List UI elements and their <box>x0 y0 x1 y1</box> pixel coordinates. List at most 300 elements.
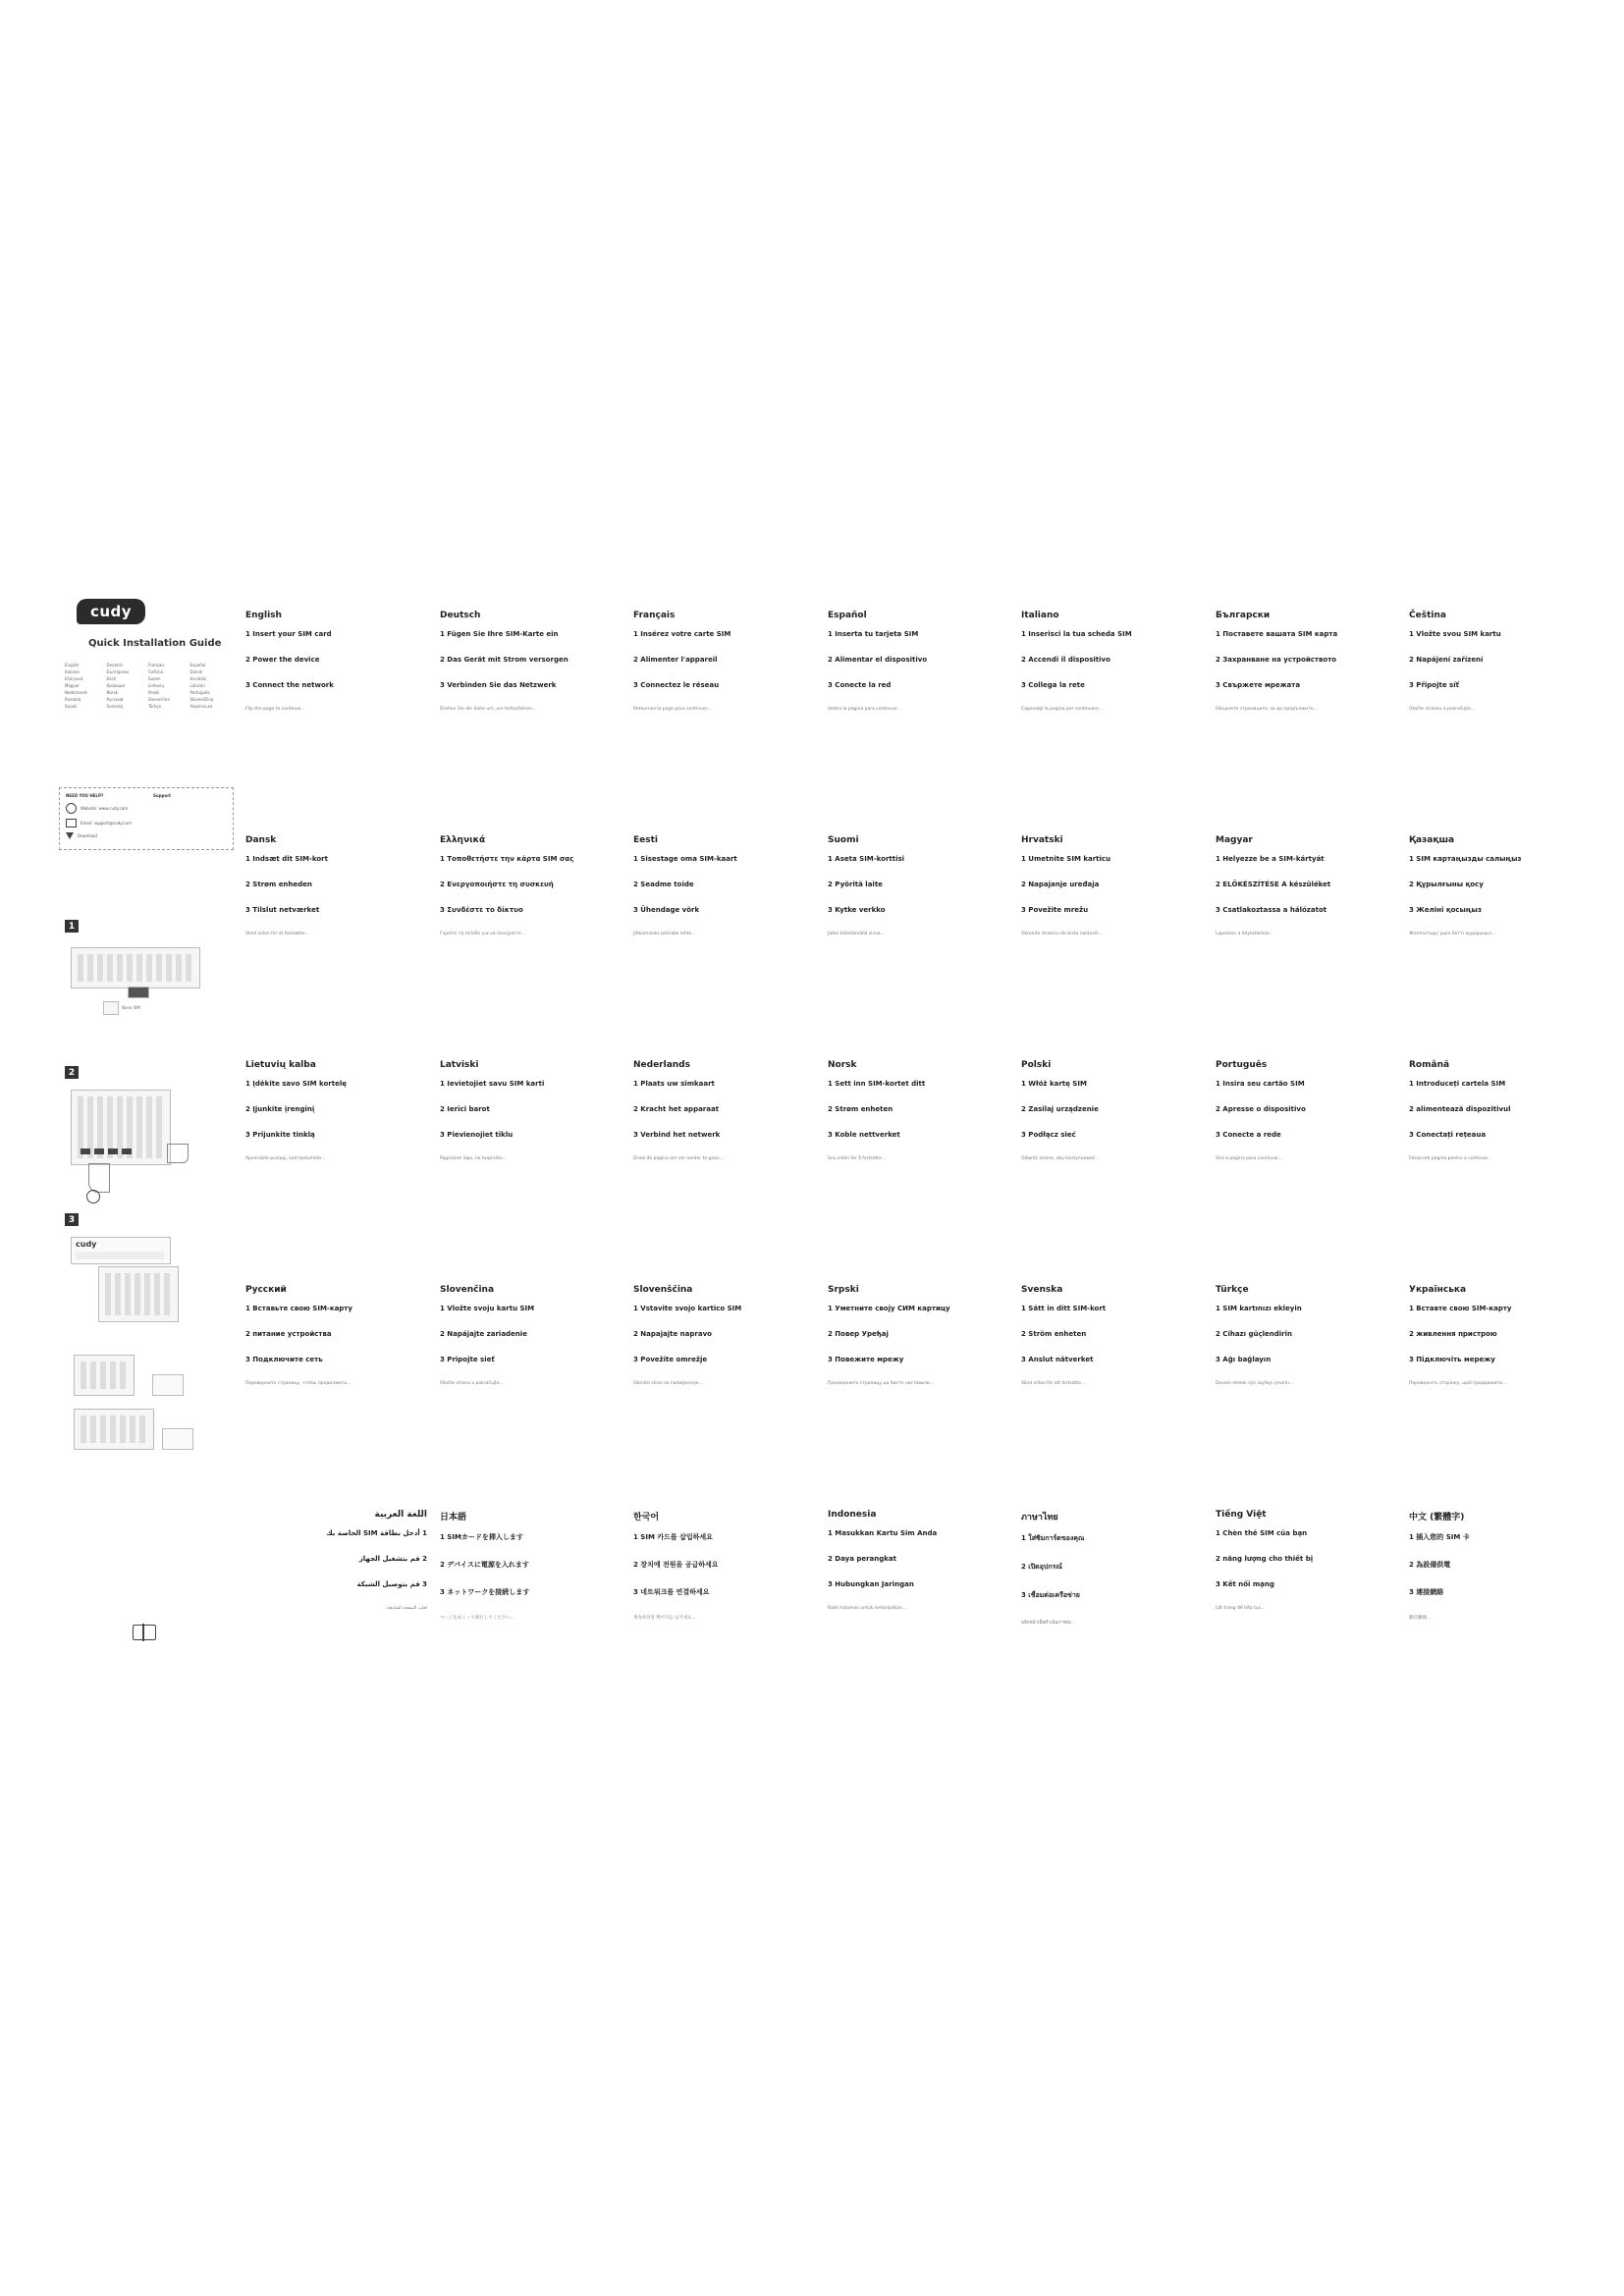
step-heading: 1 Włóż kartę SIM <box>1021 1080 1087 1088</box>
step-description <box>440 864 622 874</box>
language-index-item: Dansk <box>189 669 202 674</box>
guide-title: Quick Installation Guide <box>88 638 222 649</box>
step-description <box>633 1140 815 1149</box>
step-description <box>828 639 1009 649</box>
continue-note: Drehen Sie die Seite um, um fortzufahren... <box>440 707 537 712</box>
language-heading: Italiano <box>1021 611 1059 620</box>
language-block <box>828 1285 1009 1491</box>
ethernet-port <box>122 1148 132 1154</box>
language-block <box>633 611 815 817</box>
step-description <box>633 915 815 925</box>
step-heading: 3 Желіні қосыңыз <box>1409 906 1482 914</box>
continue-note: Devam etmek için sayfayı çevirin... <box>1216 1381 1294 1386</box>
language-heading: Български <box>1216 611 1271 620</box>
step-description <box>1216 639 1397 649</box>
step-heading: 3 Kết nối mạng <box>1216 1580 1274 1588</box>
continue-note: Vend siden for at fortsætte... <box>245 932 310 936</box>
step-description <box>1021 864 1203 874</box>
language-heading: Latviski <box>440 1060 479 1070</box>
language-index-item: Norsk <box>106 690 118 695</box>
step-heading: 3 Csatlakoztassa a hálózatot <box>1216 906 1327 914</box>
step-description <box>245 1339 427 1349</box>
continue-note: Преокрените страницу да бисте наставили... <box>828 1381 935 1386</box>
language-heading: Indonesia <box>828 1510 877 1520</box>
step-heading: 3 ネットワークを接続します <box>440 1588 530 1596</box>
continue-note: พลิกหน้าเพื่อดำเนินการต่อ... <box>1021 1621 1075 1626</box>
language-block <box>1409 1510 1591 1716</box>
step-description <box>245 639 427 649</box>
language-heading: Lietuvių kalba <box>245 1060 316 1070</box>
continue-note: Lapozzon a folytatáshoz... <box>1216 932 1273 936</box>
ethernet-port <box>81 1148 90 1154</box>
language-block <box>1021 1285 1203 1491</box>
step-description <box>1216 1114 1397 1124</box>
step-description <box>1409 1543 1591 1553</box>
language-index-item: Nederlands <box>65 690 87 695</box>
continue-note: Obrnite stran za nadaljevanje... <box>633 1381 703 1386</box>
continue-note: Retournez la page pour continuer... <box>633 707 712 712</box>
language-index-item: English <box>65 663 80 667</box>
step-heading: 3 Connectez le réseau <box>633 681 720 689</box>
step-description <box>1216 690 1397 700</box>
step-heading: 3 قم بتوصيل الشبكة <box>356 1580 427 1588</box>
continue-note: Переверніть сторінку, щоб продовжити... <box>1409 1381 1507 1386</box>
step-description <box>828 665 1009 674</box>
continue-note: اقلب الصفحة للمتابعة... <box>383 1606 427 1611</box>
step-heading: 3 Повежите мрежу <box>828 1356 904 1363</box>
language-heading: Français <box>633 611 676 620</box>
step-heading: 2 Повер Уређај <box>828 1330 889 1338</box>
step-description <box>245 1564 427 1574</box>
step-description <box>1021 1602 1203 1612</box>
step-heading: 2 alimentează dispozitivul <box>1409 1105 1511 1113</box>
step-heading: 3 Conectați rețeaua <box>1409 1131 1487 1139</box>
step-description <box>1216 889 1397 899</box>
step-heading: 1 Vstavite svojo kartico SIM <box>633 1305 742 1312</box>
step-description <box>245 665 427 674</box>
language-heading: Português <box>1216 1060 1268 1070</box>
step-heading: 2 живлення пристрою <box>1409 1330 1497 1338</box>
step-description <box>828 915 1009 925</box>
continue-note: ページをめくって続行してください... <box>440 1616 515 1621</box>
language-block <box>828 1510 1009 1716</box>
step-heading: 1 أدخل بطاقة SIM الخاصة بك <box>326 1529 427 1537</box>
language-block <box>633 1285 815 1491</box>
continue-note: Draai de pagina om om verder te gaan... <box>633 1156 725 1161</box>
language-index-item: Slovenčina <box>148 697 170 702</box>
language-heading: Norsk <box>828 1060 857 1070</box>
download-link[interactable]: Download <box>78 833 97 838</box>
step-heading: 2 Pyöritä laite <box>828 881 883 888</box>
step-description <box>828 889 1009 899</box>
step-description <box>633 690 815 700</box>
step-description <box>1409 665 1591 674</box>
language-index-item: Deutsch <box>106 663 123 667</box>
step-description <box>1216 864 1397 874</box>
step-description <box>828 1364 1009 1374</box>
step-heading: 3 Tilslut netværket <box>245 906 320 914</box>
step-description <box>440 1571 622 1580</box>
step-description <box>440 639 622 649</box>
step-description <box>245 889 427 899</box>
language-heading: Čeština <box>1409 611 1446 620</box>
step-description <box>440 1339 622 1349</box>
step-heading: 3 Kytke verkko <box>828 906 886 914</box>
language-heading: Ελληνικά <box>440 835 486 845</box>
cudy-mini-logo: cudy <box>76 1240 97 1249</box>
language-block <box>440 1510 622 1716</box>
step-heading: 3 連接網絡 <box>1409 1588 1444 1596</box>
continue-note: Voltea la página para continuar... <box>828 707 901 712</box>
step-heading: 2 năng lượng cho thiết bị <box>1216 1555 1314 1563</box>
step-description <box>245 1089 427 1098</box>
step-description <box>440 1598 622 1608</box>
language-block <box>1216 611 1397 817</box>
step-heading: 1 Вставте свою SIM-карту <box>1409 1305 1512 1312</box>
step-heading: 2 Ierīci barot <box>440 1105 490 1113</box>
language-heading: Türkçe <box>1216 1285 1249 1295</box>
step-heading: 2 Ενεργοποιήστε τη συσκευή <box>440 881 554 888</box>
step-description <box>1021 1339 1203 1349</box>
language-block <box>245 1060 427 1266</box>
step-heading: 1 Τοποθετήστε την κάρτα SIM σας <box>440 855 574 863</box>
language-index-item: Latviski <box>189 683 205 688</box>
language-block <box>828 1060 1009 1266</box>
step-heading: 1 Įdėkite savo SIM kortelę <box>245 1080 347 1088</box>
step-heading: 2 ELŐKÉSZÍTÉSE A készüléket <box>1216 881 1331 888</box>
step-description <box>1021 1364 1203 1374</box>
router-back-illustration <box>98 1266 179 1322</box>
step-heading: 2 Napájajte zariadenie <box>440 1330 527 1338</box>
step-heading: 1 Indsæt dit SIM-kort <box>245 855 328 863</box>
step-heading: 1 Вставьте свою SIM-карту <box>245 1305 352 1312</box>
step-description <box>245 1140 427 1149</box>
step-heading: 2 Das Gerät mit Strom versorgen <box>440 656 568 664</box>
step-heading: 2 Alimenter l'appareil <box>633 656 718 664</box>
step-heading: 3 Collega la rete <box>1021 681 1085 689</box>
step-heading: 2 Napájení zařízení <box>1409 656 1484 664</box>
step-heading: 3 Ağı bağlayın <box>1216 1356 1272 1363</box>
step-heading: 2 Alimentar el dispositivo <box>828 656 928 664</box>
step-heading: 1 Inserisci la tua scheda SIM <box>1021 630 1132 638</box>
step-description <box>440 1313 622 1323</box>
step-description <box>440 690 622 700</box>
step-heading: 2 питание устройства <box>245 1330 332 1338</box>
step-description <box>1409 690 1591 700</box>
language-block <box>245 1285 427 1491</box>
continue-note: Жалғастыру үшін бетті аударыңыз... <box>1409 932 1496 936</box>
continue-note: Обърнете страницата, за да продължите... <box>1216 707 1318 712</box>
step-description <box>440 665 622 674</box>
step-heading: 1 Sätt in ditt SIM-kort <box>1021 1305 1107 1312</box>
step-heading: 1 Sisestage oma SIM-kaart <box>633 855 737 863</box>
language-heading: Русский <box>245 1285 287 1295</box>
step-description <box>1021 1089 1203 1098</box>
language-block <box>1216 1285 1397 1491</box>
step-description <box>1409 1598 1591 1608</box>
language-index-item: Polski <box>148 690 160 695</box>
language-block <box>440 1285 622 1491</box>
status-screen-illustration <box>71 1237 171 1264</box>
language-block <box>1021 1060 1203 1266</box>
step-heading: 3 Prijunkite tinklą <box>245 1131 315 1139</box>
step-heading: 3 Povežite omrežje <box>633 1356 708 1363</box>
step-heading: 1 Chèn thẻ SIM của bạn <box>1216 1529 1308 1537</box>
continue-note: Odwróć stronę, aby kontynuować... <box>1021 1156 1100 1161</box>
step-heading: 2 デバイスに電源を入れます <box>440 1561 529 1569</box>
step-description <box>1216 1313 1397 1323</box>
language-block <box>1021 835 1203 1041</box>
continue-note: Jätkamiseks pöörake lehte... <box>633 932 696 936</box>
step-heading: 2 Құрылғыны қосу <box>1409 881 1484 888</box>
step-heading: 2 為設備供電 <box>1409 1561 1451 1569</box>
continue-note: Otočte stránku a pokračujte... <box>1409 707 1476 712</box>
continue-note: 翻頁繼續... <box>1409 1616 1432 1621</box>
step-heading: 3 Connect the network <box>245 681 334 689</box>
language-block <box>1409 1285 1591 1491</box>
language-heading: Slovenčina <box>440 1285 495 1295</box>
language-heading: Nederlands <box>633 1060 690 1070</box>
step-heading: 3 Συνδέστε το δίκτυο <box>440 906 523 914</box>
laptop-icon <box>152 1374 184 1396</box>
step-description <box>1216 1089 1397 1098</box>
step-description <box>440 1114 622 1124</box>
language-heading: Українська <box>1409 1285 1467 1295</box>
step-description <box>828 1564 1009 1574</box>
flip-page-icon <box>133 1625 156 1640</box>
step-heading: 1 Umetnite SIM karticu <box>1021 855 1111 863</box>
language-index-item: Türkçe <box>148 704 162 709</box>
step-heading: 1 Vložte svou SIM kartu <box>1409 630 1501 638</box>
language-index-item: Ελληνικά <box>65 676 83 681</box>
step-description <box>245 690 427 700</box>
step-description <box>1216 665 1397 674</box>
language-block <box>440 835 622 1041</box>
language-block <box>1216 1060 1397 1266</box>
language-heading: Hrvatski <box>1021 835 1063 845</box>
step-heading: 2 Accendi il dispositivo <box>1021 656 1110 664</box>
language-heading: Srpski <box>828 1285 859 1295</box>
step-2-badge: 2 <box>65 1066 79 1079</box>
step-heading: 3 Podłącz sieć <box>1021 1131 1076 1139</box>
language-heading: ภาษาไทย <box>1021 1513 1058 1522</box>
step-heading: 1 插入您的 SIM 卡 <box>1409 1533 1470 1541</box>
language-block <box>245 1510 427 1716</box>
step-heading: 3 Povežite mrežu <box>1021 906 1089 914</box>
language-heading: 한국어 <box>633 1513 660 1522</box>
language-heading: Deutsch <box>440 611 481 620</box>
language-index-item: Magyar <box>65 683 80 688</box>
language-index-item: Srpski <box>65 704 78 709</box>
continue-note: Vänd sidan för att fortsätta... <box>1021 1381 1086 1386</box>
continue-note: Întoarceți pagina pentru a continua... <box>1409 1156 1492 1161</box>
step-heading: 1 Helyezze be a SIM-kártyát <box>1216 855 1325 863</box>
language-heading: Suomi <box>828 835 859 845</box>
language-index-item: Italiano <box>65 669 80 674</box>
continue-note: Γυρίστε τη σελίδα για να συνεχίσετε... <box>440 932 526 936</box>
language-heading: Dansk <box>245 835 277 845</box>
continue-note: Vire a página para continuar... <box>1216 1156 1283 1161</box>
language-heading: Español <box>828 611 867 620</box>
step-description <box>1409 1313 1591 1323</box>
sim-label: Nano SIM <box>122 1005 140 1010</box>
step-description <box>828 1089 1009 1098</box>
language-index-item: Slovenščina <box>189 697 214 702</box>
language-heading: Slovenščina <box>633 1285 693 1295</box>
step-heading: 2 Cihazı güçlendirin <box>1216 1330 1292 1338</box>
language-index-item: Svenska <box>106 704 124 709</box>
step-heading: 2 Įjunkite įrenginį <box>245 1105 315 1113</box>
step-description <box>828 1339 1009 1349</box>
step-heading: 2 Zasilaj urządzenie <box>1021 1105 1099 1113</box>
step-description <box>1021 639 1203 649</box>
language-heading: اللغة العربية <box>374 1510 427 1520</box>
router-illustration <box>74 1355 135 1396</box>
step-heading: 1 SIM 카드를 삽입하세요 <box>633 1533 713 1541</box>
step-heading: 3 Підключіть мережу <box>1409 1356 1495 1363</box>
step-heading: 3 Verbinden Sie das Netzwerk <box>440 681 557 689</box>
step-description <box>633 665 815 674</box>
step-heading: 3 Pievienojiet tīklu <box>440 1131 514 1139</box>
step-heading: 2 Kracht het apparaat <box>633 1105 720 1113</box>
email-link[interactable]: Email: support@cudy.com <box>81 821 132 826</box>
step-heading: 3 네트워크를 연결하세요 <box>633 1588 710 1596</box>
globe-icon <box>66 803 77 814</box>
step-heading: 1 Поставете вашата SIM карта <box>1216 630 1338 638</box>
step-heading: 2 장치에 전원을 공급하세요 <box>633 1561 719 1569</box>
step-description <box>1216 1589 1397 1599</box>
continue-note: Flip the page to continue... <box>245 707 305 712</box>
language-block <box>245 835 427 1041</box>
quick-guide-sheet <box>59 589 1624 1718</box>
step-heading: 2 Strøm enheden <box>245 881 312 888</box>
step-description <box>828 690 1009 700</box>
step-description <box>245 1538 427 1548</box>
need-help-title: NEED YOU HELP? <box>66 793 104 798</box>
language-block <box>633 1510 815 1716</box>
step-heading: 1 Sett inn SIM-kortet ditt <box>828 1080 926 1088</box>
step-heading: 1 Ievietojiet savu SIM karti <box>440 1080 545 1088</box>
step-heading: 2 Ström enheten <box>1021 1330 1087 1338</box>
step-description <box>440 1364 622 1374</box>
support-title: Support <box>153 793 172 798</box>
language-index-item: Română <box>65 697 81 702</box>
step-heading: 2 Napajajte napravo <box>633 1330 712 1338</box>
continue-note: Lật trang để tiếp tục... <box>1216 1606 1266 1611</box>
language-heading: Eesti <box>633 835 658 845</box>
step-heading: 2 Seadme toide <box>633 881 694 888</box>
language-block <box>1409 1060 1591 1266</box>
step-description <box>828 1140 1009 1149</box>
continue-note: Snu siden for å fortsette... <box>828 1156 886 1161</box>
website-link[interactable]: Website: www.cudy.com <box>81 806 129 811</box>
step-description <box>633 1114 815 1124</box>
step-description <box>1021 1313 1203 1323</box>
step-heading: 3 Připojte síť <box>1409 681 1459 689</box>
step-heading: 3 Conecte la red <box>828 681 892 689</box>
language-index <box>65 663 232 709</box>
download-icon <box>66 832 74 839</box>
sim-card-icon <box>103 1001 119 1015</box>
continue-note: Okrenite stranicu da biste nastavili... <box>1021 932 1103 936</box>
step-heading: 2 Power the device <box>245 656 320 664</box>
step-description <box>633 639 815 649</box>
continue-note: 계속하려면 페이지를 넘기세요... <box>633 1616 696 1621</box>
continue-note: Pagrieziet lapu, lai turpinātu... <box>440 1156 507 1161</box>
step-description <box>1409 1364 1591 1374</box>
step-description <box>1021 915 1203 925</box>
step-description <box>1021 1545 1203 1555</box>
language-index-item: Eesti <box>106 676 117 681</box>
step-description <box>633 1339 815 1349</box>
step-description <box>1409 1140 1591 1149</box>
step-description <box>1409 1114 1591 1124</box>
continue-note: Переверните страницу, чтобы продолжить... <box>245 1381 352 1386</box>
language-index-item: Български <box>106 669 129 674</box>
language-block <box>1409 835 1591 1041</box>
step-heading: 2 Захранване на устройството <box>1216 656 1337 664</box>
language-block <box>1021 611 1203 817</box>
step-description <box>440 915 622 925</box>
step-description <box>1021 1574 1203 1583</box>
language-index-item: Қазақша <box>106 683 125 688</box>
step-description <box>828 1114 1009 1124</box>
step-description <box>633 864 815 874</box>
language-block <box>633 835 815 1041</box>
help-box <box>59 787 234 850</box>
language-heading: Tiếng Việt <box>1216 1510 1267 1520</box>
router-front-illustration <box>71 947 200 988</box>
language-index-item: Español <box>189 663 206 667</box>
step-description <box>245 1589 427 1599</box>
step-description <box>633 1571 815 1580</box>
step-description <box>1216 1564 1397 1574</box>
language-index-item: Čeština <box>148 669 164 674</box>
language-heading: Magyar <box>1216 835 1253 845</box>
globe-icon <box>86 1190 100 1203</box>
language-heading: Svenska <box>1021 1285 1063 1295</box>
language-block <box>828 611 1009 817</box>
step-description <box>1409 915 1591 925</box>
step-heading: 2 Daya perangkat <box>828 1555 897 1563</box>
step-description <box>633 1089 815 1098</box>
step-description <box>440 889 622 899</box>
step-heading: 3 Koble nettverket <box>828 1131 900 1139</box>
step-description <box>1216 1140 1397 1149</box>
step-1-badge: 1 <box>65 920 79 933</box>
step-heading: 3 Ühendage võrk <box>633 906 700 914</box>
language-index-item: Українська <box>189 704 213 709</box>
step-description <box>633 1598 815 1608</box>
step-heading: 3 Hubungkan Jaringan <box>828 1580 914 1588</box>
language-heading: English <box>245 611 282 620</box>
step-description <box>1021 690 1203 700</box>
step-heading: 1 Insérez votre carte SIM <box>633 630 731 638</box>
language-index-item: Português <box>189 690 210 695</box>
step-heading: 3 เชื่อมต่อเครือข่าย <box>1021 1591 1080 1599</box>
laptop-icon <box>162 1428 193 1450</box>
language-heading: Polski <box>1021 1060 1052 1070</box>
ethernet-port <box>94 1148 104 1154</box>
step-description <box>1021 1114 1203 1124</box>
language-index-item: Suomi <box>148 676 161 681</box>
step-description <box>1216 1538 1397 1548</box>
step-description <box>1216 1364 1397 1374</box>
step-description <box>1409 889 1591 899</box>
step-description <box>1216 1339 1397 1349</box>
step-3-badge: 3 <box>65 1213 79 1226</box>
step-heading: 1 Insert your SIM card <box>245 630 332 638</box>
